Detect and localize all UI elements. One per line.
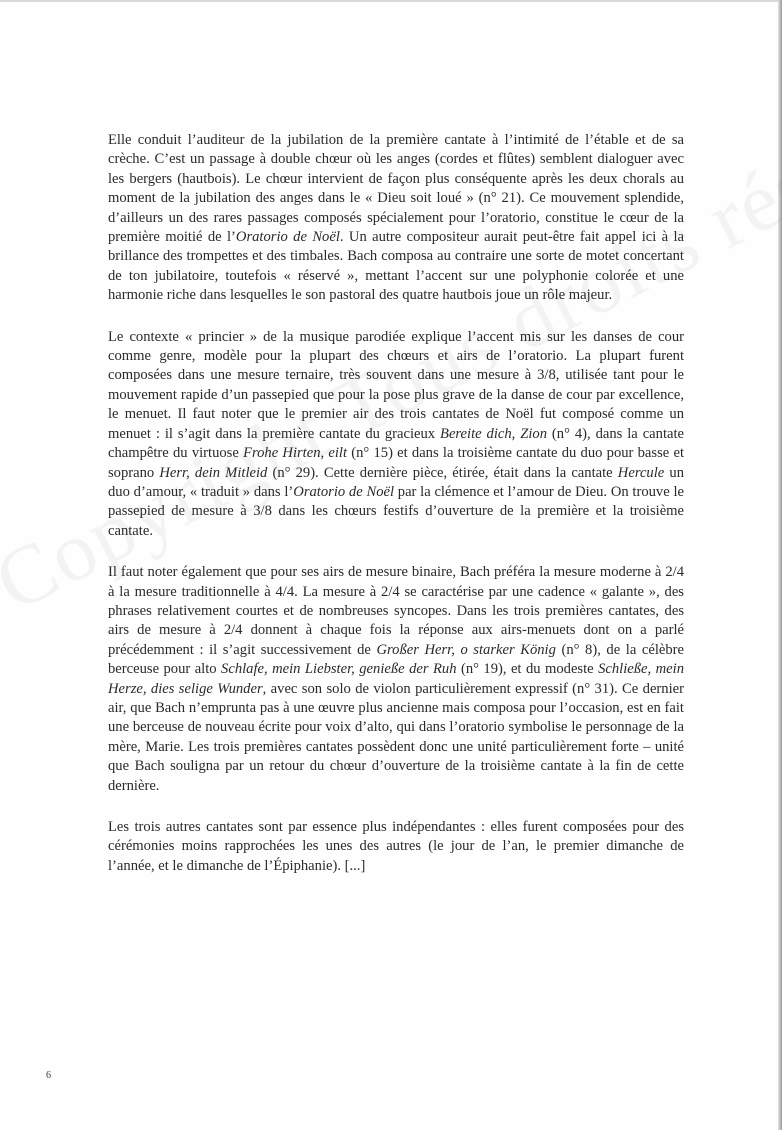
- text-run: (n° 8), de la célèbre berceuse pour alto: [108, 641, 685, 678]
- text-run: (n° 19), et du modeste: [456, 661, 599, 678]
- text-run: (n° 15) et dans la troisième cantate du duo pour basse et soprano: [108, 445, 684, 481]
- paragraph-2: [108, 328, 684, 541]
- text-run: . Un autre compositeur aurait peut-être fait appel ici à la brillance des trompettes et des timbales. Bach composa au contraire une sorte de motet concertant de ton jubilatoire, toutefois « réservé », mettant l’accent sur une polyphonie colorée et une harmonie riche dans lesquelles le son pastoral des quatre hautbois joue un rôle majeur.: [108, 229, 685, 304]
- italic-title: Herr, dein Mitleid: [159, 464, 268, 481]
- paragraph-3: [108, 563, 684, 796]
- italic-title: Frohe Hirten, eilt: [243, 445, 348, 462]
- italic-title: Oratorio de Noël: [235, 229, 340, 246]
- paragraph-4: [108, 818, 684, 876]
- text-run: un duo d’amour, « traduit » dans l’: [108, 464, 685, 500]
- italic-title: Schließe, mein Herze, dies selige Wunder: [108, 661, 684, 697]
- page-right-edge: [778, 0, 782, 1130]
- text-run: Il faut noter également que pour ses airs de mesure binaire, Bach préféra la mesure moderne à 2/4 à la mesure traditionnelle à 4/4. La mesure à 2/4 se caractérise par une cadence « galante », des phrases relativement courtes et de nombreuses syncopes. Dans les trois premières cantates, des airs de mesure à 2/4 donnent à chaque fois la réponse aux airs-menuets dont on a parlé précédemment : il s’agit successivement de: [108, 564, 684, 658]
- italic-title: Bereite dich, Zion: [440, 425, 548, 442]
- text-run: Elle conduit l’auditeur de la jubilation de la première cantate à l’intimité de l’étable et de sa crèche. C’est un passage à double chœur où les anges (cordes et flûtes) semblent dialoguer avec les bergers (hautbois). Le chœur intervient de façon plus conséquente après les deux chorals au moment de la jubilation des anges dans le « Dieu soit loué » (n° 21). Ce mouvement splendide, d’ailleurs un des rares passages composés spécialement pour l’oratorio, constitue le cœur de la première moitié de l’: [108, 132, 684, 246]
- paragraph-1: [108, 131, 684, 306]
- italic-title: Hercule: [617, 464, 665, 481]
- italic-title: Oratorio de Noël: [293, 483, 395, 500]
- text-run: Le contexte « princier » de la musique parodiée explique l’accent mis sur les danses de cour comme genre, modèle pour la plupart des chœurs et airs de l’oratorio. La plupart furent composées dans une mesure ternaire, très souvent dans une mesure à 3/8, utilisée tant pour le mouvement rapide d’un passepied que pour la pose plus grave de la danse de cour par excellence, le menuet. Il faut noter que le premier air des trois cantates de Noël fut composé comme un menuet : il s’agit dans la première cantate du gracieux: [108, 328, 684, 442]
- text-run: Les trois autres cantates sont par essence plus indépendantes : elles furent composées pour des cérémonies moins rapprochées les unes des autres (le jour de l’an, le premier dimanche de l’année, et le dimanche de l’Épiphanie). [...]: [108, 819, 684, 874]
- body-text: [108, 131, 684, 898]
- text-run: (n° 29). Cette dernière pièce, étirée, était dans la cantate: [267, 464, 618, 481]
- text-run: , avec son solo de violon particulièrement expressif (n° 31). Ce dernier air, que Bach n’emprunta pas à une œuvre plus ancienne mais composa pour l’occasion, est en fait une berceuse de nouveau écrite pour voix d’alto, qui dans l’oratorio symbolise le personnage de la mère, Marie. Les trois premières cantates possèdent donc une unité particulièrement forte – unité que Bach souligna par un retour du chœur d’ouverture de la troisième cantate à la fin de cette dernière.: [108, 680, 684, 794]
- text-run: (n° 4), dans la cantate champêtre du virtuose: [108, 425, 685, 462]
- page-top-edge: [0, 0, 782, 2]
- text-run: par la clémence et l’amour de Dieu. On trouve le passepied de mesure à 3/8 dans les chœurs festifs d’ouverture de la première et la troisième cantate.: [108, 483, 684, 539]
- italic-title: Großer Herr, o starker König: [376, 641, 556, 658]
- page-number: 6: [46, 1070, 51, 1081]
- italic-title: Schlafe, mein Liebster, genieße der Ruh: [221, 661, 457, 678]
